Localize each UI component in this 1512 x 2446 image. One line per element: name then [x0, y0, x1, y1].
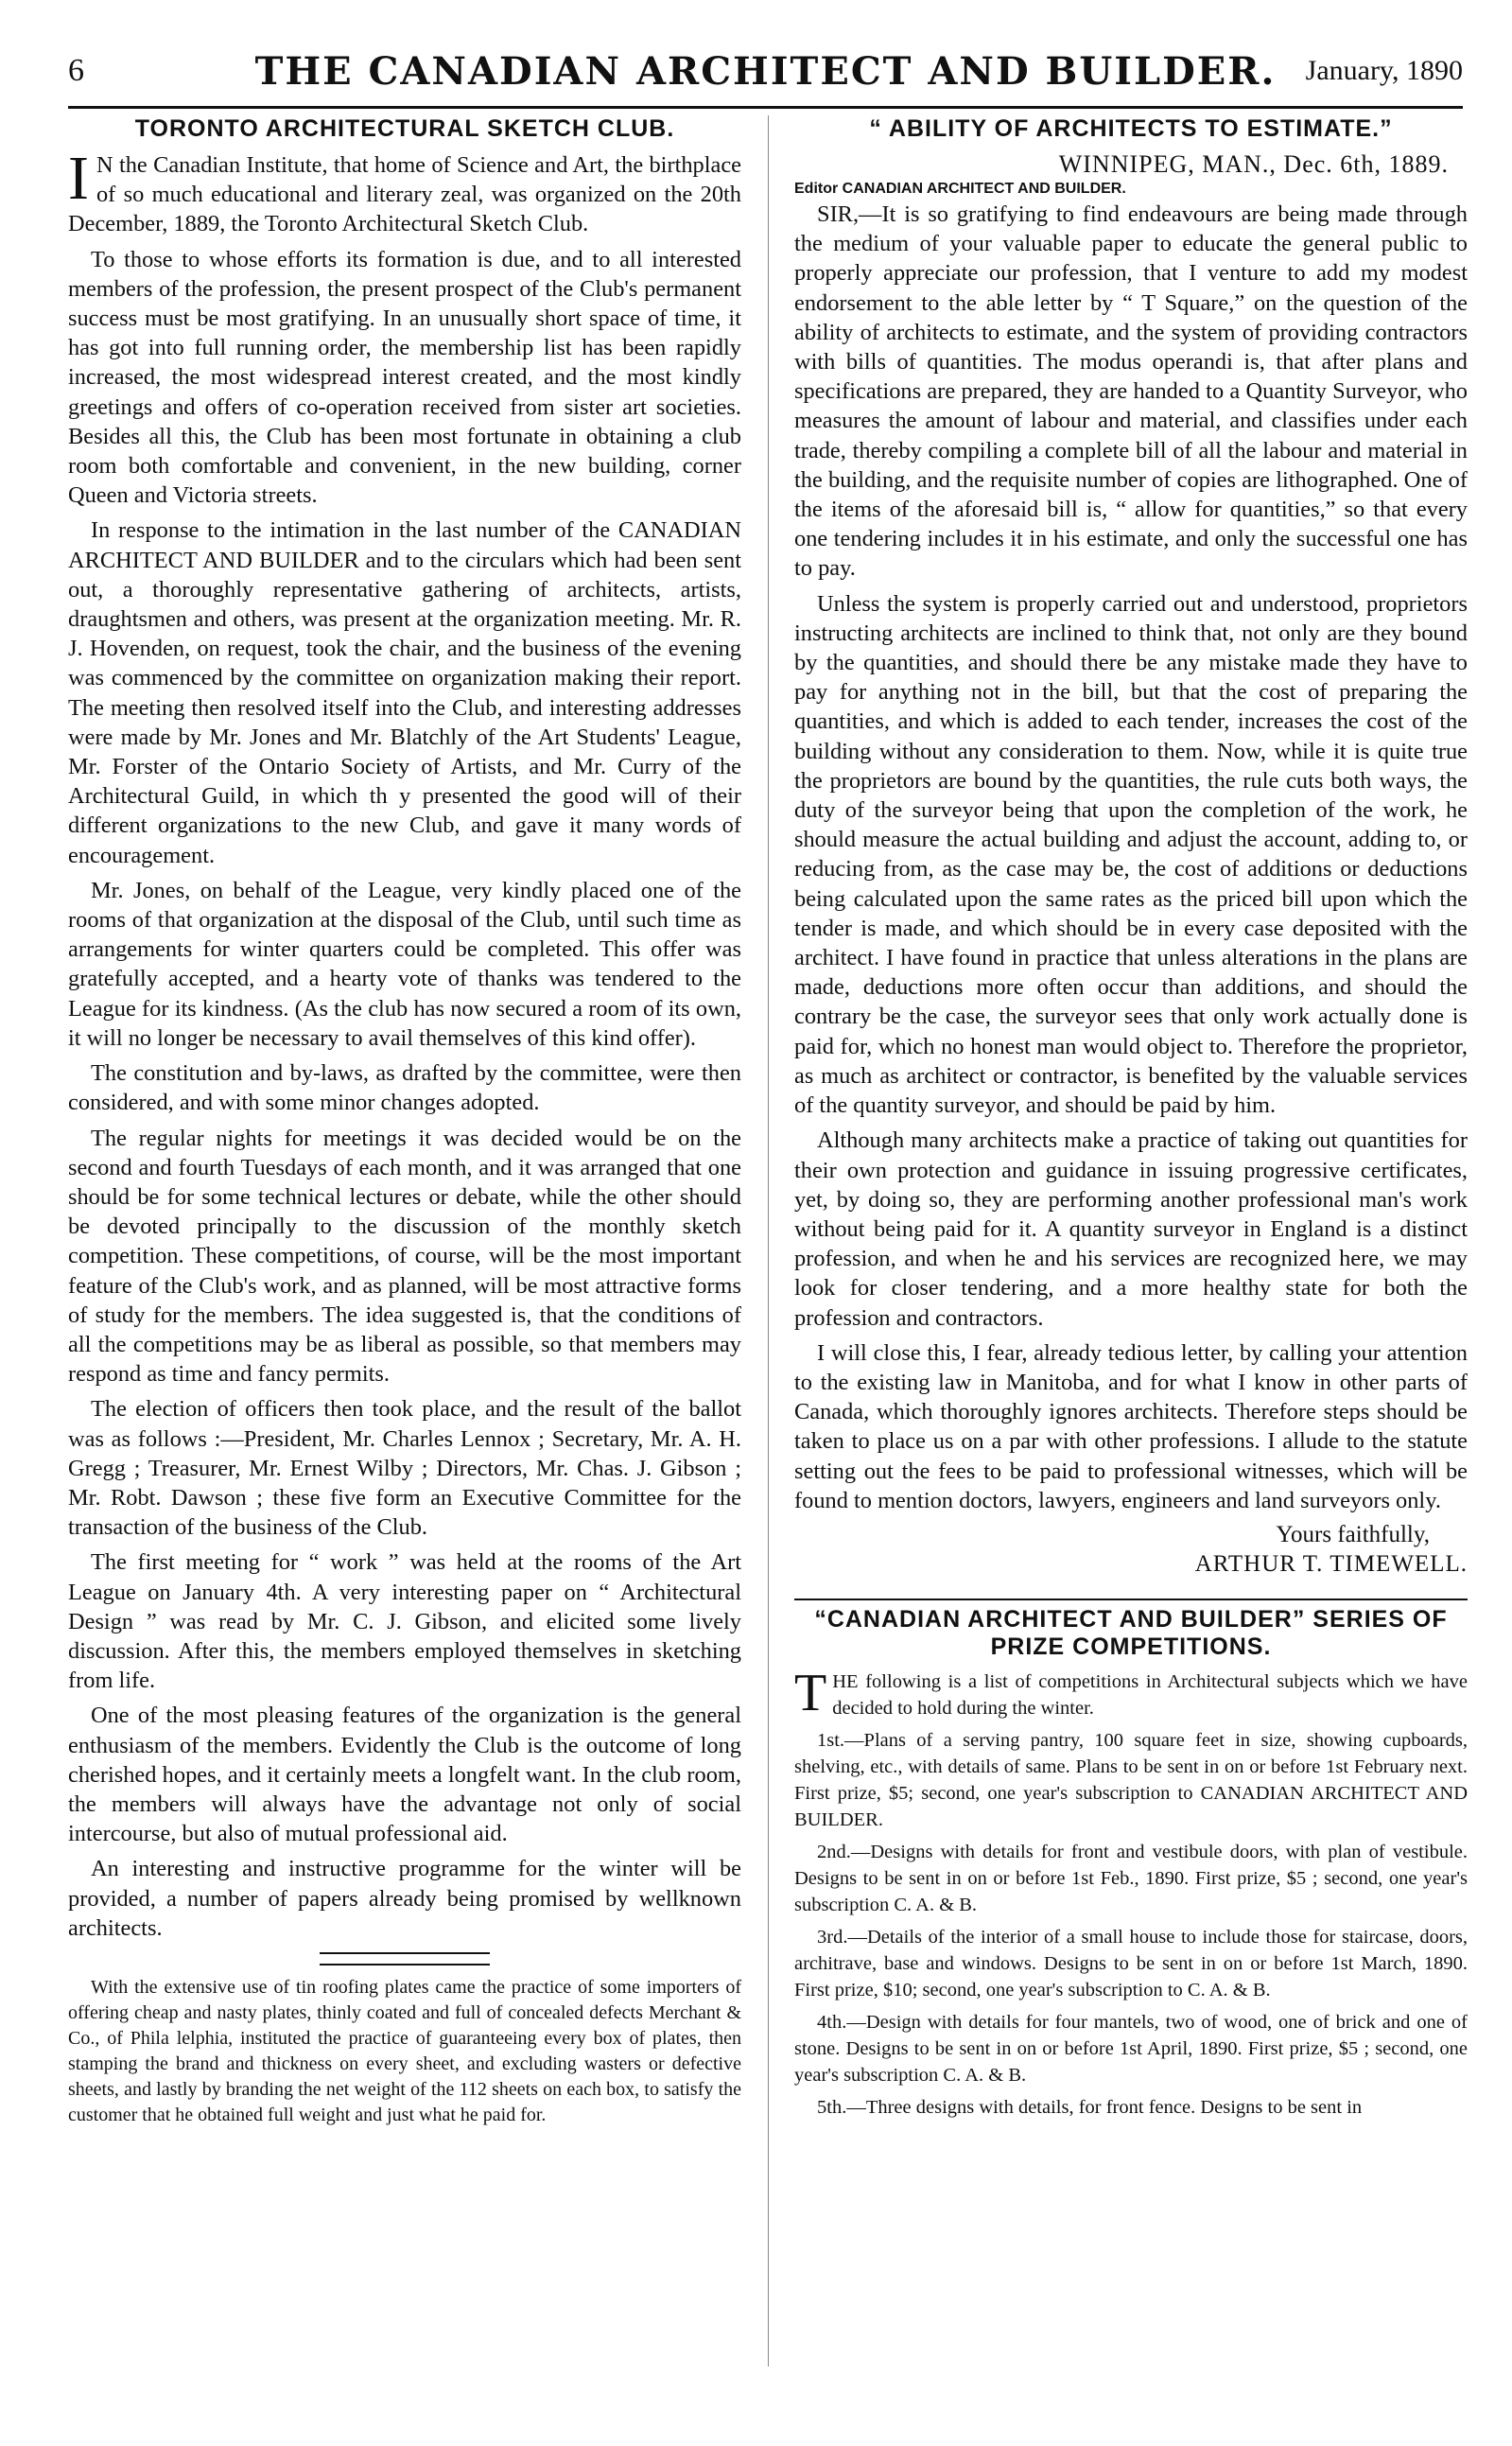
paragraph: An interesting and instructive programme for the winter will be provided, a number of papers already being promised by wellknown architects. [68, 1856, 741, 1941]
letter-signature: ARTHUR T. TIMEWELL. [1194, 1550, 1468, 1577]
drop-cap: T [794, 1663, 827, 1722]
page-number: 6 [68, 53, 84, 88]
right-column [794, 115, 1468, 2126]
paragraph: To those to whose efforts its formation is due, and to all interested members of the profession, the present prospect of the Club's permanent success must be most gratifying. In an unusually short space of time, it has got into full running order, the membership list has been rapidly increased, the most widespread interest created, and the most kindly greetings and offers of co-operation received from sister art societies. Besides all this, the Club has been most fortunate in obtaining a club room both comfortable and convenient, in the new building, corner Queen and Victoria streets. [68, 246, 741, 509]
paragraph: In response to the intimation in the last number of the CANADIAN ARCHITECT AND BUILDER and to the circulars which had been sent out, a thoroughly representative gathering of architects, artists, draughtsmen and others, was present at the organization meeting. Mr. R. J. Hovenden, on request, took the chair, and the business of the evening was commenced by the committee on organization making their report. The meeting then resolved itself into the Club, and interesting addresses were made by Mr. Jones and Mr. Blatchly of the Art Students' League, Mr. Forster of the Ontario Society of Artists, and Mr. Curry of the Architectural Guild, in which th y presented the good will of their different organizations to the new Club, and gave it many words of encouragement. [68, 517, 741, 868]
page-header [68, 49, 1463, 109]
article-title-competitions: “CANADIAN ARCHITECT AND BUILDER” SERIES OF PRIZE COMPETITIONS. [814, 1605, 1448, 1660]
paragraph: Although many architects make a practice of taking out quantities for their own protection and guidance in issuing progressive certificates, yet, by doing so, they are performing another professional man's work without being paid for it. A quantity surveyor in England is a distinct profession, and when he and his services are recognized here, we may look for closer tendering, and a more healthy state for both the profession and contractors. [794, 1127, 1468, 1331]
issue-date: January, 1890 [1305, 55, 1463, 86]
paragraph: The regular nights for meetings it was decided would be on the second and fourth Tuesdays of each month, and it was arranged that one should be for some technical lectures or debate, while the other should be devoted principally to the discussion of the monthly sketch competition. These competitions, of course, will be the most important feature of the Club's work, and as planned, will be most attractive forms of study for the members. The idea suggested is, that the conditions of all the competitions may be as liberal as possible, so that members may respond as time and fancy permits. [68, 1125, 741, 1388]
paragraph: Unless the system is properly carried out and understood, proprietors instructing architects are inclined to think that, not only are they bound by the quantities, and should there be any mistake made they have to pay for anything not in the bill, but that the cost of preparing the quantities, and which is added to each tender, increases the cost of the building without any consideration to them. Now, while it is quite true the proprietors are bound by the quantities, the rule cuts both ways, the duty of the surveyor being that upon the completion of the work, he should measure the actual building and adjust the account, adding to, or reducing from, as the case may be, the cost of additions or deductions being calculated upon the same rates as the priced bill upon which the tender is made, and which should be in every case deposited with the architect. I have found in practice that unless alterations in the plans are made, deductions more often occur than additions, and should the contrary be the case, the surveyor sees that only work actually done is paid for, which no honest man would object to. Therefore the proprietor, as much as architect or contractor, is benefited by the valuable services of the quantity surveyor, and should be paid by him. [794, 590, 1468, 1119]
section-rule [794, 1599, 1468, 1600]
letter-dateline: WINNIPEG, MAN., Dec. 6th, 1889. [1058, 150, 1449, 178]
competition-item: 4th.—Design with details for four mantels, two of wood, one of brick and one of stone. Designs to be sent in on or before 1st April, 1890. First prize, $5 ; second, one year's subscription C. A. & B. [794, 2011, 1468, 2086]
paragraph: One of the most pleasing features of the organization is the general enthusiasm of the members. Evidently the Club is the outcome of long cherished hopes, and it certainly meets a longfelt want. In the club room, the members will always have the advantage not only of social intercourse, but also of mutual professional aid. [68, 1703, 741, 1847]
competitions-list [794, 1663, 1468, 2121]
journal-title: THE CANADIAN ARCHITECT AND BUILDER. [254, 49, 1277, 94]
paragraph: Mr. Jones, on behalf of the League, very kindly placed one of the rooms of that organization at the disposal of the Club, until such time as arrangements for winter quarters could be completed. This offer was gratefully accepted, and a hearty vote of thanks was tendered to the League for its kindness. (As the club has now secured a room of its own, it will no longer be necessary to avail themselves of this kind offer). [68, 877, 741, 1051]
note-paragraph: With the extensive use of tin roofing plates came the practice of some importers of offering cheap and nasty plates, thinly coated and full of concealed defects Merchant & Co., of Phila lelphia, instituted the practice of guaranteeing every box of plates, then stamping the brand and thickness on every sheet, and excluding wasters or defective sheets, and lastly by branding the net weight of the 112 sheets on each box, to satisfy the customer that he obtained full weight and just what he paid for. [68, 1976, 741, 2125]
competition-item: 3rd.—Details of the interior of a small house to include those for staircase, doors, architrave, base and windows. Designs to be sent in on or before 1st March, 1890. First prize, $10; second, one year's subscription to C. A. & B. [794, 1926, 1468, 2000]
paragraph: I N the Canadian Institute, that home of Science and Art, the birthplace of so much educational and literary zeal, was organized on the 20th December, 1889, the Toronto Architectural Sketch Club. [68, 144, 741, 237]
article-title-ability: “ ABILITY OF ARCHITECTS TO ESTIMATE.” [869, 115, 1393, 142]
letter-closing: Yours faithfully, [1276, 1521, 1430, 1547]
ornamental-rule [320, 1952, 490, 1966]
competitions-intro: THE following is a list of competitions in Architectural subjects which we have decided to hold during the winter. [794, 1663, 1468, 1722]
paragraph: SIR,—It is so gratifying to find endeavours are being made through the medium of your valuable paper to educate the general public to properly appreciate our profession, that I venture to add my modest endorsement to the able letter by “ T Square,” on the question of the ability of architects to estimate, and the system of providing contractors with bills of quantities. The modus operandi is, that after plans and specifications are prepared, they are handed to a Quantity Surveyor, who measures the amount of labour and material, and classifies under each trade, thereby compiling a complete bill of all the labour and material in the building, and the requisite number of copies are lithographed. One of the items of the aforesaid bill is, “ allow for quantities,” so that every one tendering includes it in his estimate, and only the successful one has to pay. [794, 201, 1468, 582]
paragraph: The constitution and by-laws, as drafted by the committee, were then considered, and with some minor changes adopted. [68, 1060, 741, 1116]
letter-addressee: Editor CANADIAN ARCHITECT AND BUILDER. [794, 181, 1126, 197]
paragraph: The first meeting for “ work ” was held at the rooms of the Art League on January 4th. A very interesting paper on “ Architectural Design ” was read by Mr. C. J. Gibson, and elicited some lively discussion. After this, the members employed themselves in sketching from life. [68, 1549, 741, 1694]
paragraph: I will close this, I fear, already tedious letter, by calling your attention to the existing law in Manitoba, and for what I know in other parts of Canada, which thoroughly ignores architects. Therefore steps should be taken to place us on a par with other professions. I allude to the statute setting out the fees to be paid to professional witnesses, which will be found to mention doctors, lawyers, engineers and land surveyors only. [794, 1339, 1468, 1513]
paragraph: The election of officers then took place, and the result of the ballot was as follows :—President, Mr. Charles Lennox ; Secretary, Mr. A. H. Gregg ; Treasurer, Mr. Ernest Wilby ; Directors, Mr. Chas. J. Gibson ; Mr. Robt. Dawson ; these five form an Executive Committee for the transaction of the business of the Club. [68, 1396, 741, 1541]
tin-plates-note [68, 1975, 741, 2128]
article-title-sketch-club: TORONTO ARCHITECTURAL SKETCH CLUB. [134, 115, 675, 142]
left-column [68, 115, 741, 2134]
column-divider [768, 115, 769, 2367]
competition-item: 1st.—Plans of a serving pantry, 100 square feet in size, showing cupboards, shelving, etc., with details of same. Plans to be sent in on or before 1st February next. First prize, $5; second, one year's subscription to CANADIAN ARCHITECT AND BUILDER. [794, 1729, 1468, 1830]
drop-cap: I [68, 144, 89, 213]
competition-item: 5th.—Three designs with details, for front fence. Designs to be sent in [817, 2096, 1363, 2118]
competition-item: 2nd.—Designs with details for front and vestibule doors, with plan of vestibule. Designs to be sent in on or before 1st Feb., 1890. First prize, $5 ; second, one year's subscription C. A. & B. [794, 1841, 1468, 1915]
